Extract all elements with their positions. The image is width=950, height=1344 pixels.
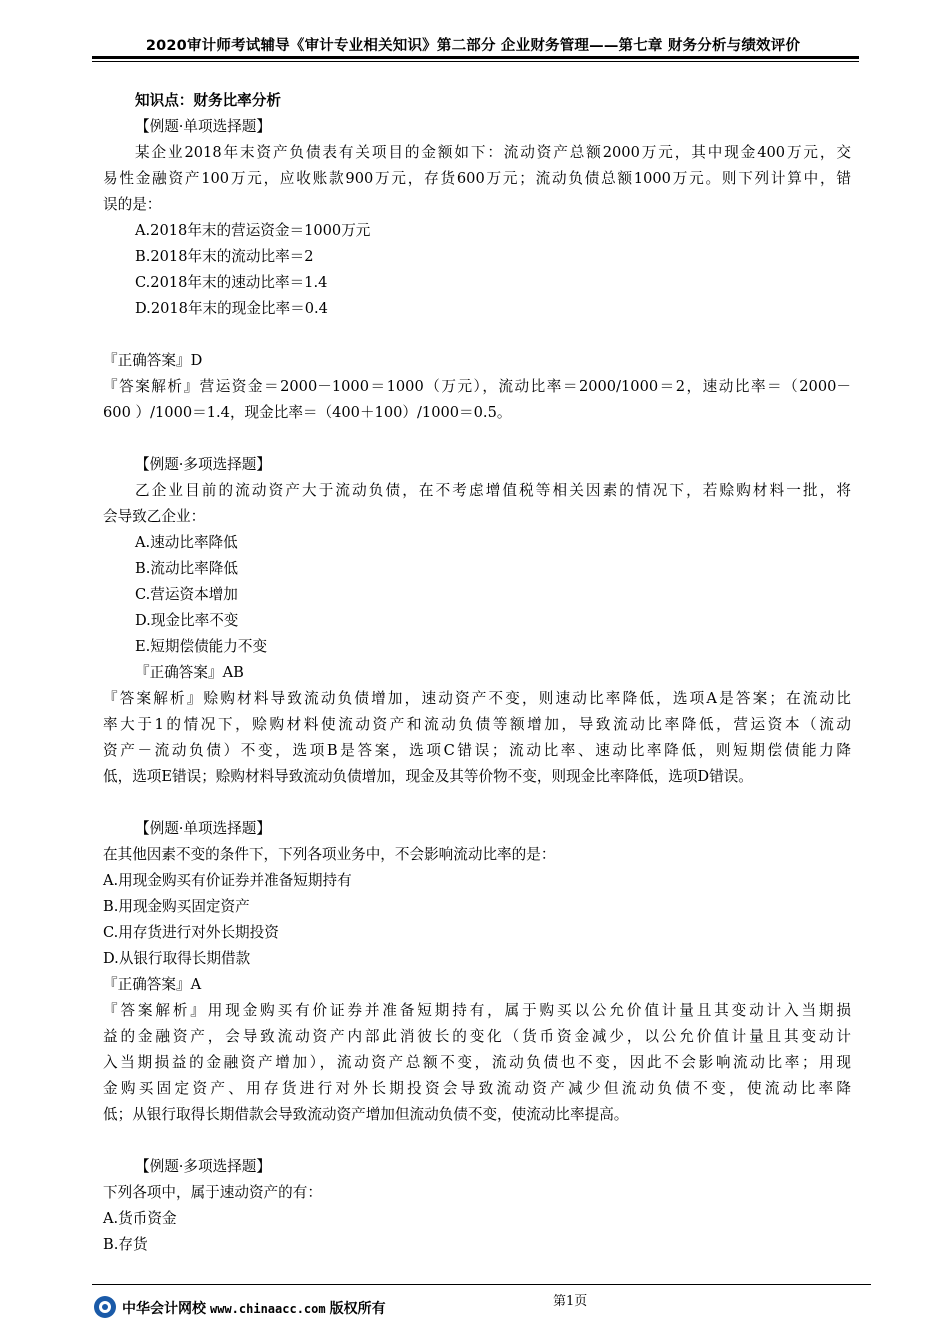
page-number: 第1页: [553, 1294, 588, 1309]
chinaacc-logo-icon: [94, 1296, 116, 1318]
q1-analysis-line: 『答案解析』营运资金＝2000－1000＝1000（万元），流动比率＝2000/1000＝2，速动比率＝（2000－: [103, 378, 851, 395]
q3-analysis-line: 入当期损益的金融资产增加），流动资产总额不变，流动负债也不变，因此不会影响流动比率；用现: [103, 1054, 851, 1071]
section-title: 知识点：财务比率分析: [135, 92, 281, 109]
q1-stem-line: 某企业2018年末资产负债表有关项目的金额如下：流动资产总额2000万元，其中现金400万元，交: [135, 144, 851, 161]
q1-tag: 【例题·单项选择题】: [135, 118, 271, 135]
q3-option-b: B.用现金购买固定资产: [103, 898, 250, 915]
q2-option-e: E.短期偿债能力不变: [135, 638, 268, 655]
q2-analysis-line: 低，选项E错误；赊购材料导致流动负债增加，现金及其等价物不变，则现金比率降低，选项D错误。: [103, 768, 753, 785]
header-rule: [92, 56, 859, 59]
page-header-title: 2020审计师考试辅导《审计专业相关知识》第二部分 企业财务管理——第七章 财务分析与绩效评价: [145, 38, 801, 54]
q1-analysis-line: 600 ）/1000＝1.4，现金比率＝（400＋100）/1000＝0.5。: [103, 404, 512, 421]
q3-answer: 『正确答案』A: [103, 976, 202, 993]
q1-option-b: B.2018年末的流动比率＝2: [135, 248, 314, 265]
q3-analysis-line: 低；从银行取得长期借款会导致流动资产增加但流动负债不变，使流动比率提高。: [103, 1106, 629, 1123]
q2-option-a: A.速动比率降低: [135, 534, 238, 551]
q1-stem-line: 易性金融资产100万元，应收账款900万元，存货600万元；流动负债总额1000万元。则下列计算中，错: [103, 170, 851, 187]
brand-name: 中华会计网校: [122, 1301, 206, 1317]
q1-option-a: A.2018年末的营运资金＝1000万元: [135, 222, 371, 239]
footer-rule: [92, 1284, 871, 1285]
q1-stem-line: 误的是：: [103, 196, 162, 213]
brand-rights: 版权所有: [329, 1301, 386, 1317]
q3-stem-line: 在其他因素不变的条件下，下列各项业务中，不会影响流动比率的是：: [103, 846, 556, 863]
q2-option-c: C.营运资本增加: [135, 586, 238, 603]
q3-analysis-line: 益的金融资产，会导致流动资产内部此消彼长的变化（货币资金减少，以公允价值计量且其变动计: [103, 1028, 851, 1045]
header-rule-thin: [92, 61, 859, 62]
q1-answer: 『正确答案』D: [103, 352, 203, 369]
q4-option-b: B.存货: [103, 1236, 148, 1253]
q2-answer: 『正确答案』AB: [135, 664, 244, 681]
q2-stem-line: 乙企业目前的流动资产大于流动负债，在不考虑增值税等相关因素的情况下，若赊购材料一批，将: [135, 482, 851, 499]
q3-option-c: C.用存货进行对外长期投资: [103, 924, 279, 941]
q3-option-a: A.用现金购买有价证券并准备短期持有: [103, 872, 352, 889]
q2-option-d: D.现金比率不变: [135, 612, 239, 629]
q1-option-c: C.2018年末的速动比率＝1.4: [135, 274, 328, 291]
brand-url: www.chinaacc.com: [210, 1302, 326, 1316]
q2-analysis-line: 『答案解析』赊购材料导致流动负债增加，速动资产不变，则速动比率降低，选项A是答案；在流动比: [103, 690, 851, 707]
q2-tag: 【例题·多项选择题】: [135, 456, 271, 473]
q3-option-d: D.从银行取得长期借款: [103, 950, 251, 967]
q4-option-a: A.货币资金: [103, 1210, 177, 1227]
q4-stem-line: 下列各项中，属于速动资产的有：: [103, 1184, 322, 1201]
q2-option-b: B.流动比率降低: [135, 560, 238, 577]
q3-analysis-line: 『答案解析』用现金购买有价证券并准备短期持有，属于购买以公允价值计量且其变动计入当期损: [103, 1002, 851, 1019]
q2-stem-line: 会导致乙企业：: [103, 508, 206, 525]
q3-analysis-line: 金购买固定资产、用存货进行对外长期投资会导致流动资产减少但流动负债不变，使流动比率降: [103, 1080, 851, 1097]
q2-analysis-line: 率大于1的情况下，赊购材料使流动资产和流动负债等额增加，导致流动比率降低，营运资本（流动: [103, 716, 851, 733]
q1-option-d: D.2018年末的现金比率＝0.4: [135, 300, 328, 317]
footer-brand: [122, 1298, 386, 1318]
q3-tag: 【例题·单项选择题】: [135, 820, 271, 837]
q4-tag: 【例题·多项选择题】: [135, 1158, 271, 1175]
document-body: [103, 88, 851, 1258]
q2-analysis-line: 资产－流动负债）不变，选项B是答案，选项C错误；流动比率、速动比率降低，则短期偿债能力降: [103, 742, 851, 759]
